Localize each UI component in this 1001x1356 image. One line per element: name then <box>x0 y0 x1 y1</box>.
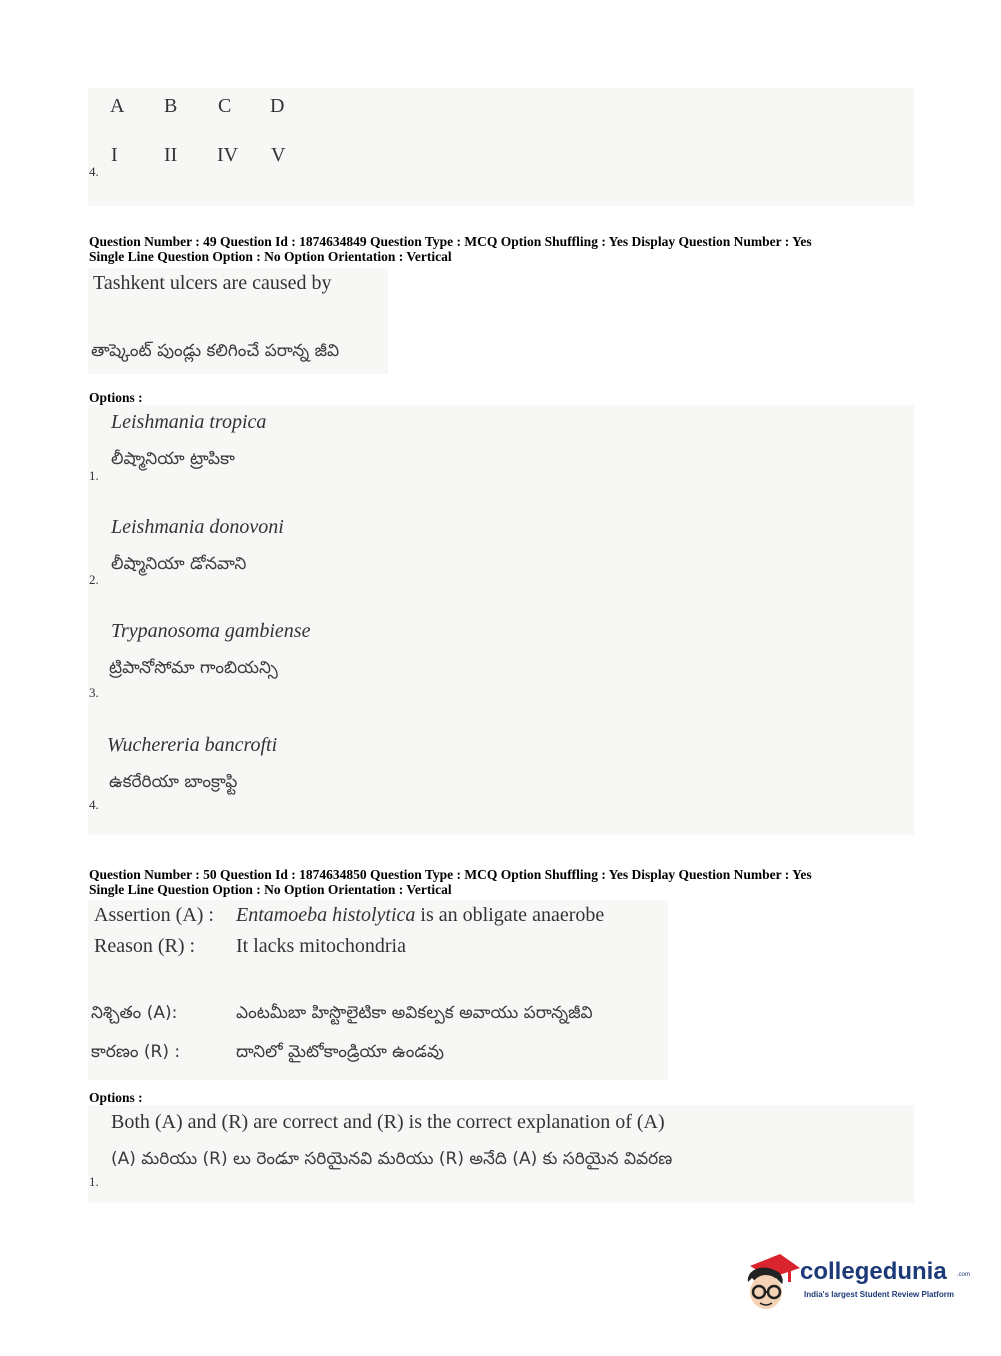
q50-assertion-te: ఎంటమీబా హిస్టొలైటికా అవికల్పక అవాయు పరాన్నజీవి <box>236 1003 593 1023</box>
logo-name: collegedunia <box>800 1258 947 1285</box>
q49-option-2-te: లీష్మానియా డోనవాని <box>111 554 247 574</box>
q50-assertion-label: Assertion (A) : <box>94 904 214 926</box>
q50-reason-label: Reason (R) : <box>94 935 196 957</box>
q49-meta-line1: Question Number : 49 Question Id : 1874634849 Question Type : MCQ Option Shuffling : Yes Display Question Number : Yes <box>89 234 812 249</box>
logo-tagline: India's largest Student Review Platform <box>804 1290 954 1299</box>
collegedunia-logo[interactable] <box>742 1252 970 1314</box>
match-val-b: II <box>164 144 178 166</box>
q49-option-2-en: Leishmania donovoni <box>111 516 284 538</box>
q50-meta-line1: Question Number : 50 Question Id : 1874634850 Question Type : MCQ Option Shuffling : Yes Display Question Number : Yes <box>89 867 812 882</box>
q50-option-1-en: Both (A) and (R) are correct and (R) is the correct explanation of (A) <box>111 1111 665 1133</box>
q49-option-1-te: లీష్మానియా ట్రాపికా <box>111 449 235 469</box>
q50-option-1-te: (A) మరియు (R) లు రెండూ సరియైనవి మరియు (R) అనేది (A) కు సరియైన వివరణ <box>111 1149 673 1169</box>
q50-assertion-te-label: నిశ్చితం (A): <box>91 1003 178 1023</box>
match-val-d: V <box>271 144 286 166</box>
scan-block-top <box>88 88 914 206</box>
q49-options-label: Options : <box>89 390 143 405</box>
option-number: 4. <box>89 164 99 179</box>
match-val-a: I <box>111 144 118 166</box>
q49-option-1-number: 1. <box>89 468 99 483</box>
q50-options-label: Options : <box>89 1090 143 1105</box>
q50-assertion-text <box>236 904 604 927</box>
q50-assertion-rest: is an obligate anaerobe <box>415 904 605 926</box>
q49-option-4-number: 4. <box>89 797 99 812</box>
match-col-b: B <box>164 95 178 117</box>
logo-suffix: .com <box>957 1272 971 1278</box>
q50-reason-te-label: కారణం (R) : <box>91 1042 181 1062</box>
q50-meta-line2: Single Line Question Option : No Option Orientation : Vertical <box>89 882 452 897</box>
q50-option-1-number: 1. <box>89 1174 99 1189</box>
q49-option-3-en: Trypanosoma gambiense <box>111 620 311 642</box>
match-col-a: A <box>110 95 125 117</box>
q49-meta-line2: Single Line Question Option : No Option Orientation : Vertical <box>89 249 452 264</box>
q49-option-1-en: Leishmania tropica <box>111 411 267 433</box>
q50-reason-text: It lacks mitochondria <box>236 935 406 957</box>
match-col-d: D <box>270 95 285 117</box>
q49-question-en: Tashkent ulcers are caused by <box>93 272 332 294</box>
q50-reason-te: దానిలో మైటోకాండ్రియా ఉండవు <box>236 1042 444 1062</box>
q49-option-3-number: 3. <box>89 685 99 700</box>
q50-assertion-italic: Entamoeba histolytica <box>236 904 416 926</box>
match-col-c: C <box>218 95 232 117</box>
q49-option-4-en: Wuchereria bancrofti <box>107 734 278 756</box>
q49-option-2-number: 2. <box>89 572 99 587</box>
match-val-c: IV <box>217 144 239 166</box>
q49-option-3-te: ట్రిపానోసోమా గాంబియన్సి <box>109 658 278 678</box>
q49-question-te: తాష్కెంట్ పుండ్లు కలిగించే పరాన్న జీవి <box>91 341 340 361</box>
q49-option-4-te: ఉకరేరియా బాంక్రాఫ్టి <box>109 772 238 792</box>
mascot-icon <box>742 1252 800 1314</box>
